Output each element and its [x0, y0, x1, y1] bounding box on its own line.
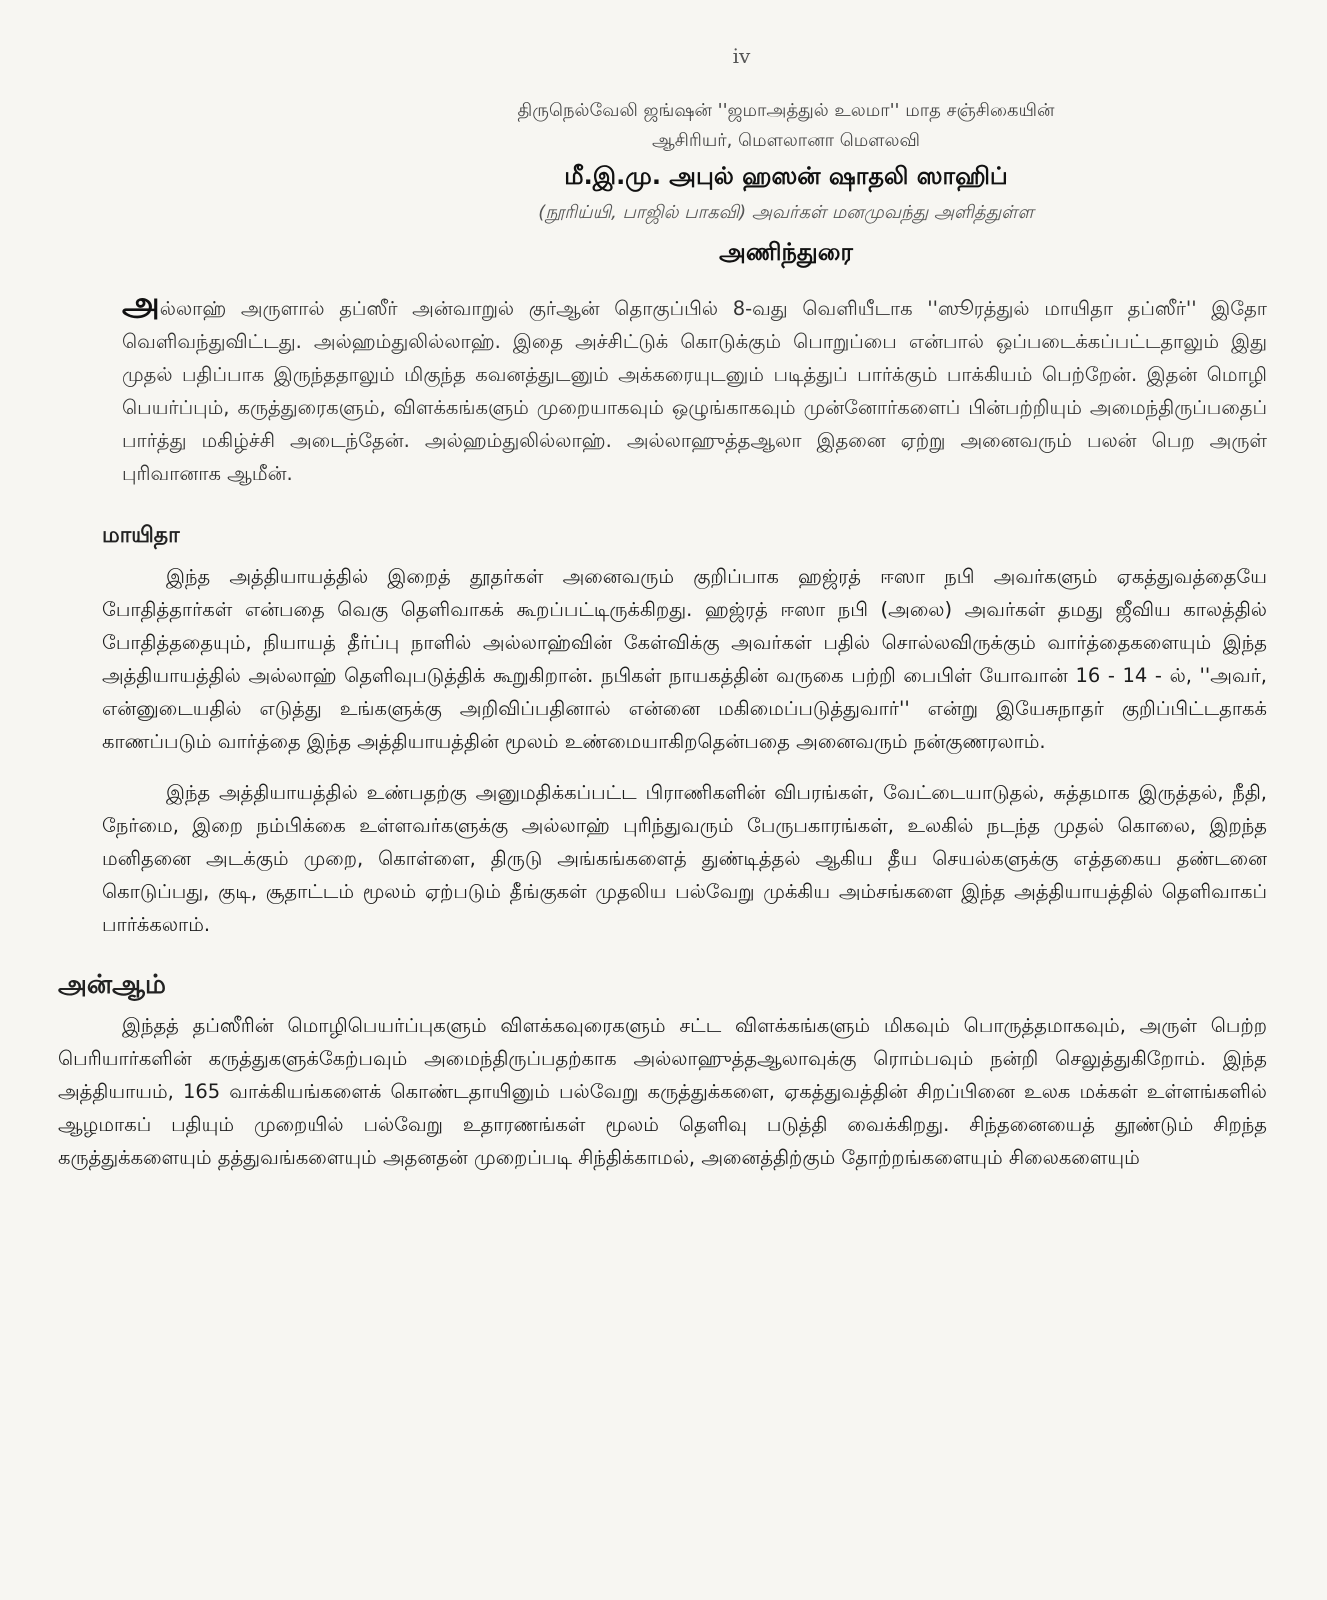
section-anaam [58, 1009, 1267, 1174]
page-number: iv [732, 44, 751, 68]
section-heading-anaam: அன்ஆம் [58, 970, 166, 1000]
paragraph-gap [102, 758, 1267, 776]
section-heading-mayida: மாயிதா [102, 523, 180, 548]
section-mayida [102, 560, 1267, 941]
mayida-paragraph-2: இந்த அத்தியாயத்தில் உண்பதற்கு அனுமதிக்கப்பட்ட பிராணிகளின் விபரங்கள், வேட்டையாடுதல், சுத்தமாக இருத்தல், நீதி, நேர்மை, இறை நம்பிக்கை உள்ளவர்களுக்கு அல்லாஹ் புரிந்துவரும் பேருபகாரங்கள், உலகில் நடந்த முதல் கொலை, இறந்த மனிதனை அடக்கும் முறை, கொள்ளை, திருடு அங்கங்களைத் துண்டித்தல் ஆகிய தீய செயல்களுக்கு எத்தகைய தண்டனை கொடுப்பது, குடி, சூதாட்டம் மூலம் ஏற்படும் தீங்குகள் முதலிய பல்வேறு முக்கிய அம்சங்களை இந்த அத்தியாயத்தில் தெளிவாகப் பார்க்கலாம். [102, 781, 1267, 936]
author-credentials: (நூரிய்யி, பாஜில் பாகவி) அவர்கள் மனமுவந்து அளித்துள்ள [538, 202, 1034, 223]
page-title: அணிந்துரை [719, 238, 853, 266]
anaam-paragraph-1: இந்தத் தப்ஸீரின் மொழிபெயர்ப்புகளும் விளக்கவுரைகளும் சட்ட விளக்கங்களும் மிகவும் பொருத்தமாகவும், அருள் பெற்ற பெரியார்களின் கருத்துகளுக்கேற்பவும் அமைந்திருப்பதற்காக அல்லாஹுத்தஆலாவுக்கு ரொம்பவும் நன்றி செலுத்துகிறோம். இந்த அத்தியாயம், 165 வாக்கியங்களைக் கொண்டதாயினும் பல்வேறு கருத்துக்களை, ஏகத்துவத்தின் சிறப்பினை உலக மக்கள் உள்ளங்களில் ஆழமாகப் பதியும் முறையில் பல்வேறு உதாரணங்கள் மூலம் தெளிவு படுத்தி வைக்கிறது. சிந்தனையைத் தூண்டும் சிறந்த கருத்துக்களையும் தத்துவங்களையும் அதனதன் முறைப்படி சிந்திக்காமல், அனைத்திற்கும் தோற்றங்களையும் சிலைகளையும் [58, 1014, 1267, 1169]
header-block [356, 96, 1216, 274]
mayida-paragraph-1: இந்த அத்தியாயத்தில் இறைத் தூதர்கள் அனைவரும் குறிப்பாக ஹஜ்ரத் ஈஸா நபி அவர்களும் ஏகத்துவத்தையே போதித்தார்கள் என்பதை வெகு தெளிவாகக் கூறப்பட்டிருக்கிறது. ஹஜ்ரத் ஈஸா நபி (அலை) அவர்கள் தமது ஜீவிய காலத்தில் போதித்ததையும், நியாயத் தீர்ப்பு நாளில் அல்லாஹ்வின் கேள்விக்கு அவர்கள் பதில் சொல்லவிருக்கும் வார்த்தைகளையும் இந்த அத்தியாயத்தில் அல்லாஹ் தெளிவுபடுத்திக் கூறுகிறான். நபிகள் நாயகத்தின் வருகை பற்றி பைபிள் யோவான் 16 - 14 - ல், ''அவர், என்னுடையதில் எடுத்து உங்களுக்கு அறிவிப்பதினால் என்னை மகிமைப்படுத்துவார்'' என்று இயேசுநாதர் குறிப்பிட்டதாகக் காணப்படும் வார்த்தை இந்த அத்தியாயத்தின் மூலம் உண்மையாகிறதென்பதை அனைவரும் நன்குணரலாம். [102, 565, 1267, 753]
author-name: மீ.இ.மு. அபுல் ஹஸன் ஷாதலி ஸாஹிப் [564, 162, 1008, 190]
intro-paragraph: அல்லாஹ் அருளால் தப்ஸீர் அன்வாறுல் குர்ஆன் தொகுப்பில் 8-வது வெளியீடாக ''ஸூரத்துல் மாயிதா தப்ஸீர்'' இதோ வெளிவந்துவிட்டது. அல்ஹம்துலில்லாஹ். இதை அச்சிட்டுக் கொடுக்கும் பொறுப்பை என்பால் ஒப்படைக்கப்பட்டதாலும் இது முதல் பதிப்பாக இருந்ததாலும் மிகுந்த கவனத்துடனும் அக்கரையுடனும் படித்துப் பார்க்கும் பாக்கியம் பெற்றேன். இதன் மொழி பெயர்ப்பும், கருத்துரைகளும், விளக்கங்களும் முறையாகவும் ஒழுங்காகவும் முன்னோர்களைப் பின்பற்றியும் அமைந்திருப்பதைப் பார்த்து மகிழ்ச்சி அடைந்தேன். அல்ஹம்துலில்லாஹ். அல்லாஹுத்தஆலா இதனை ஏற்று அனைவரும் பலன் பெற அருள் புரிவானாக ஆமீன். [122, 284, 1267, 485]
header-line-1: திருநெல்வேலி ஜங்ஷன் ''ஜமாஅத்துல் உலமா'' மாத சஞ்சிகையின் [517, 100, 1055, 121]
header-line-2: ஆசிரியர், மௌலானா மௌலவி [652, 130, 920, 151]
